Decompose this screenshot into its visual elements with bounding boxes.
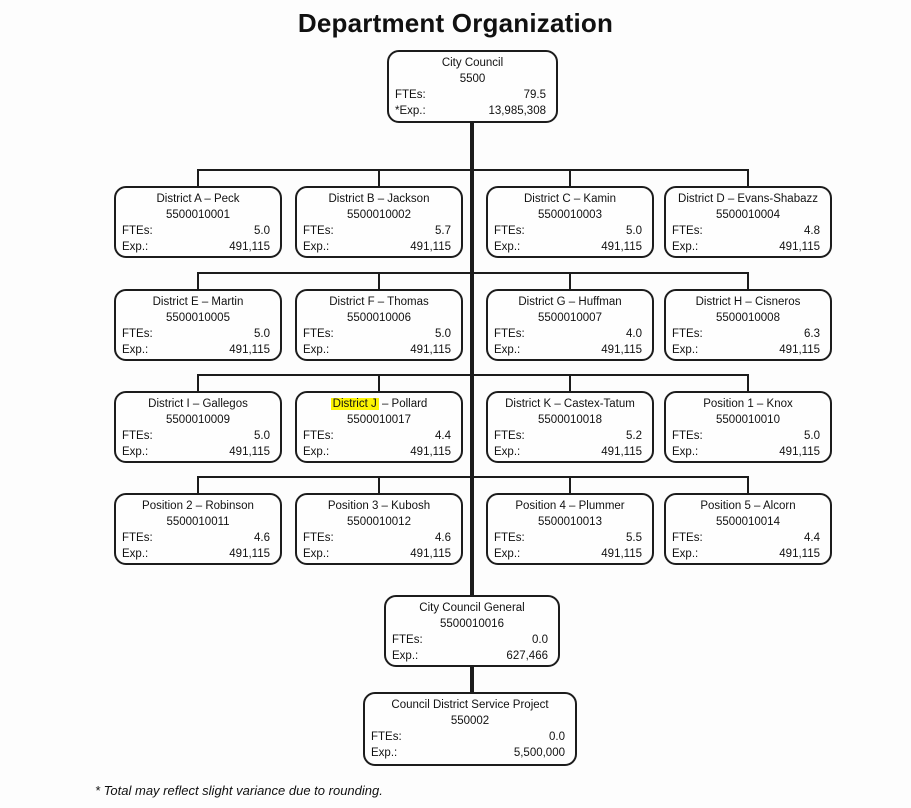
exp-row: Exp.: 491,115: [303, 344, 451, 356]
ftes-row: FTEs: 5.0: [122, 430, 270, 442]
exp-row: Exp.: 491,115: [494, 344, 642, 356]
page-title: Department Organization: [297, 8, 614, 38]
box-code: 5500010002: [347, 209, 411, 221]
exp-row: Exp.: 491,115: [494, 548, 642, 560]
exp-row: Exp.: 491,115: [303, 446, 451, 458]
ftes-row: FTEs: 5.2: [494, 430, 642, 442]
ftes-row: FTEs: 5.7: [303, 225, 451, 237]
box-code: 5500010003: [538, 209, 602, 221]
connector-stub-row4-col1: [197, 476, 199, 493]
connector-stub-row4-col4: [747, 476, 749, 493]
org-box-district-k: [486, 391, 654, 463]
box-code: 550002: [450, 715, 490, 727]
connector-trunk-bottom: [470, 667, 474, 692]
ftes-row: FTEs: 5.0: [494, 225, 642, 237]
ftes-row: FTEs: 5.0: [672, 430, 820, 442]
ftes-row: FTEs: 4.6: [122, 532, 270, 544]
box-code: 5500010018: [538, 414, 602, 426]
box-title: Position 2 – Robinson: [142, 500, 254, 512]
box-title: [297, 396, 461, 412]
org-box-district-h: [664, 289, 832, 361]
exp-row: Exp.: 491,115: [672, 241, 820, 253]
connector-stub-row2-col1: [197, 272, 199, 289]
connector-bus-row3: [197, 374, 749, 376]
box-title: District K – Castex-Tatum: [505, 398, 635, 410]
connector-stub-row3-col4: [747, 374, 749, 391]
ftes-row: FTEs: 79.5: [395, 89, 546, 101]
box-title-rest: – Pollard: [378, 398, 428, 410]
box-title: District C – Kamin: [523, 193, 617, 205]
highlight-district-j: District J: [332, 398, 377, 410]
ftes-row: FTEs: 0.0: [371, 731, 565, 743]
box-title: District F – Thomas: [329, 296, 429, 308]
box-title: District I – Gallegos: [148, 398, 248, 410]
box-code: 5500010005: [166, 312, 230, 324]
org-box-district-e: [114, 289, 282, 361]
box-title: Position 4 – Plummer: [515, 500, 625, 512]
ftes-row: FTEs: 4.6: [303, 532, 451, 544]
org-box-position-5: [664, 493, 832, 565]
org-box-district-j: [295, 391, 463, 463]
box-code: 5500010001: [166, 209, 230, 221]
exp-row: Exp.: 491,115: [494, 446, 642, 458]
footnote: * Total may reflect slight variance due to rounding.: [95, 783, 383, 798]
org-box-position-2: [114, 493, 282, 565]
org-box-position-3: [295, 493, 463, 565]
ftes-row: FTEs: 5.5: [494, 532, 642, 544]
connector-stub-row4-col2: [378, 476, 380, 493]
exp-row: Exp.: 491,115: [303, 241, 451, 253]
exp-row: Exp.: 5,500,000: [371, 747, 565, 759]
connector-stub-row2-col2: [378, 272, 380, 289]
ftes-row: FTEs: 4.4: [672, 532, 820, 544]
box-code: 5500: [459, 73, 486, 85]
box-code: 5500010016: [440, 618, 504, 630]
connector-stub-row1-col2: [378, 169, 380, 186]
box-title: District B – Jackson: [328, 193, 430, 205]
ftes-row: FTEs: 5.0: [122, 328, 270, 340]
connector-bus-row2: [197, 272, 749, 274]
box-code: 5500010014: [716, 516, 780, 528]
box-code: 5500010004: [716, 209, 780, 221]
org-box-district-b: [295, 186, 463, 258]
exp-row: Exp.: 627,466: [392, 650, 548, 662]
connector-bus-row1: [197, 169, 749, 171]
box-title: Position 1 – Knox: [703, 398, 793, 410]
box-code: 5500010007: [538, 312, 602, 324]
exp-row: Exp.: 491,115: [303, 548, 451, 560]
org-box-city-council-general: [384, 595, 560, 667]
box-code: 5500010009: [166, 414, 230, 426]
ftes-row: FTEs: 5.0: [303, 328, 451, 340]
box-code: 5500010012: [347, 516, 411, 528]
ftes-row: FTEs: 0.0: [392, 634, 548, 646]
box-code: 5500010011: [166, 516, 230, 528]
box-title: District E – Martin: [152, 296, 244, 308]
box-code: 5500010013: [538, 516, 602, 528]
org-box-district-f: [295, 289, 463, 361]
exp-row: Exp.: 491,115: [122, 548, 270, 560]
exp-row: Exp.: 491,115: [122, 241, 270, 253]
connector-stub-row3-col2: [378, 374, 380, 391]
exp-row: *Exp.: 13,985,308: [395, 105, 546, 117]
connector-bus-row4: [197, 476, 749, 478]
box-title: District D – Evans-Shabazz: [678, 193, 818, 205]
exp-row: Exp.: 491,115: [494, 241, 642, 253]
connector-stub-row2-col3: [569, 272, 571, 289]
box-title: City Council General: [419, 602, 525, 614]
connector-trunk: [470, 123, 474, 595]
exp-row: Exp.: 491,115: [672, 446, 820, 458]
org-box-district-d: [664, 186, 832, 258]
box-title: Council District Service Project: [391, 699, 549, 711]
org-box-district-a: [114, 186, 282, 258]
box-title: District A – Peck: [156, 193, 240, 205]
org-box-council-district-service-project: [363, 692, 577, 766]
box-code: 5500010017: [347, 414, 411, 426]
connector-stub-row1-col1: [197, 169, 199, 186]
ftes-row: FTEs: 4.8: [672, 225, 820, 237]
org-box-city-council: [387, 50, 558, 123]
box-title: District H – Cisneros: [695, 296, 801, 308]
ftes-row: FTEs: 5.0: [122, 225, 270, 237]
connector-stub-row3-col1: [197, 374, 199, 391]
connector-stub-row1-col3: [569, 169, 571, 186]
ftes-row: FTEs: 4.4: [303, 430, 451, 442]
org-box-position-4: [486, 493, 654, 565]
org-box-position-1: [664, 391, 832, 463]
box-title: Position 5 – Alcorn: [700, 500, 796, 512]
ftes-row: FTEs: 6.3: [672, 328, 820, 340]
exp-row: Exp.: 491,115: [672, 344, 820, 356]
connector-stub-row3-col3: [569, 374, 571, 391]
box-title: City Council: [441, 57, 504, 69]
exp-row: Exp.: 491,115: [122, 446, 270, 458]
ftes-row: FTEs: 4.0: [494, 328, 642, 340]
box-code: 5500010008: [716, 312, 780, 324]
org-box-district-c: [486, 186, 654, 258]
exp-row: Exp.: 491,115: [672, 548, 820, 560]
connector-stub-row2-col4: [747, 272, 749, 289]
connector-stub-row1-col4: [747, 169, 749, 186]
exp-row: Exp.: 491,115: [122, 344, 270, 356]
org-box-district-i: [114, 391, 282, 463]
org-box-district-g: [486, 289, 654, 361]
box-title: Position 3 – Kubosh: [327, 500, 431, 512]
connector-stub-row4-col3: [569, 476, 571, 493]
box-code: 5500010006: [347, 312, 411, 324]
box-code: 5500010010: [716, 414, 780, 426]
box-title: District G – Huffman: [518, 296, 622, 308]
